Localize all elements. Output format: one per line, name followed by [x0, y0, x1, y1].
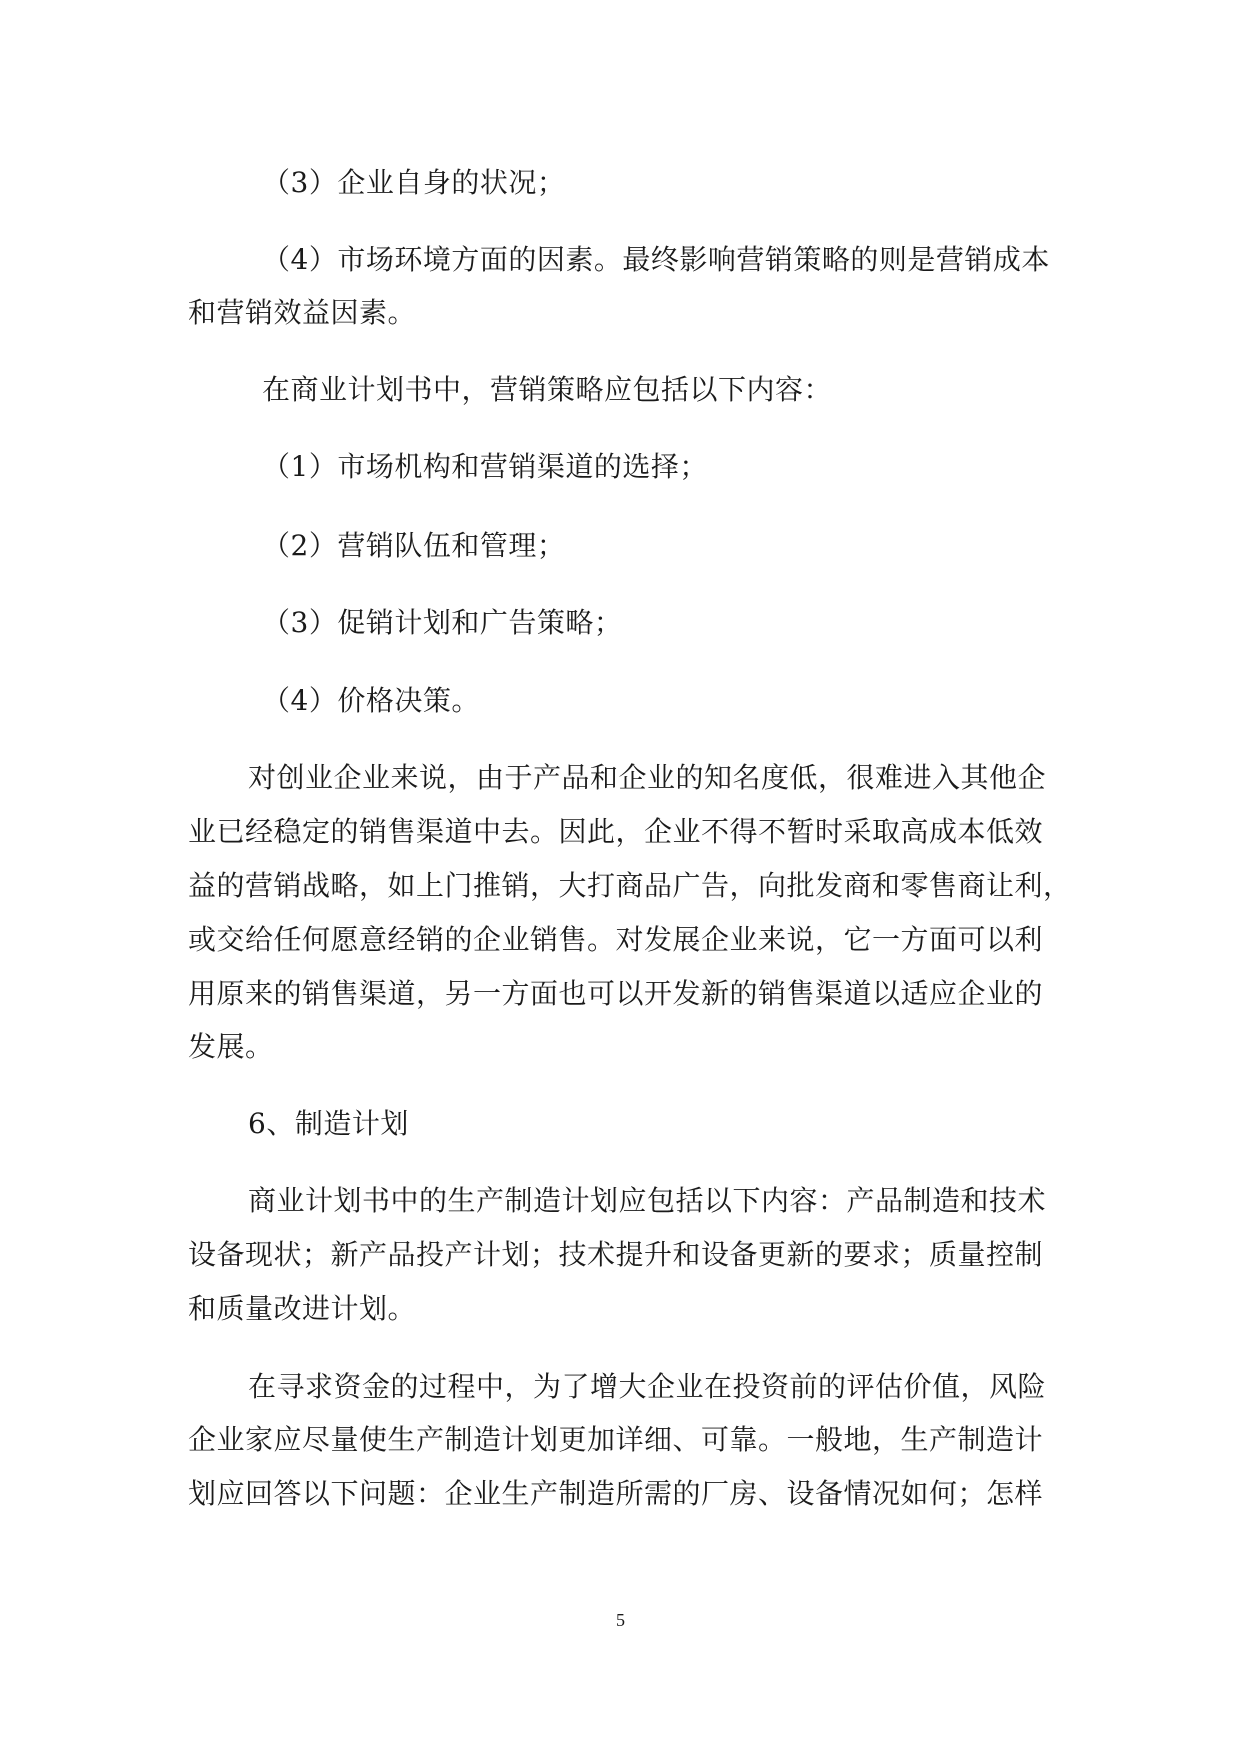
- paragraph-line: 商业计划书中的生产制造计划应包括以下内容：产品制造和技术: [248, 1184, 1047, 1217]
- paragraph-line: 在寻求资金的过程中，为了增大企业在投资前的评估价值，风险: [248, 1370, 1047, 1403]
- paragraph-line: 发展。: [188, 1030, 274, 1063]
- paragraph-intro-line: 在商业计划书中，营销策略应包括以下内容：: [262, 373, 833, 406]
- list-item-3-self-status: （3）企业自身的状况；: [262, 166, 566, 199]
- paragraph-line: 企业家应尽量使生产制造计划更加详细、可靠。一般地，生产制造计: [188, 1423, 1044, 1456]
- text-line-continuation: 和营销效益因素。: [188, 296, 417, 329]
- paragraph-line: 益的营销战略，如上门推销，大打商品广告，向批发商和零售商让利，: [188, 869, 1072, 902]
- paragraph-line: 和质量改进计划。: [188, 1292, 417, 1325]
- section-heading: 6、制造计划: [248, 1107, 409, 1140]
- paragraph-line: 业已经稳定的销售渠道中去。因此，企业不得不暂时采取高成本低效: [188, 815, 1044, 848]
- list-item-4-market-environment: （4）市场环境方面的因素。最终影响营销策略的则是营销成本: [262, 243, 1050, 276]
- paragraph-line: 划应回答以下问题：企业生产制造所需的厂房、设备情况如何；怎样: [188, 1477, 1044, 1510]
- list-item-3-promotion: （3）促销计划和广告策略；: [262, 606, 623, 639]
- list-item-4-pricing: （4）价格决策。: [262, 684, 480, 717]
- page-number: 5: [616, 1610, 625, 1630]
- paragraph-line: 对创业企业来说，由于产品和企业的知名度低，很难进入其他企: [248, 761, 1047, 794]
- list-item-1-channels: （1）市场机构和营销渠道的选择；: [262, 450, 708, 483]
- paragraph-line: 设备现状；新产品投产计划；技术提升和设备更新的要求；质量控制: [188, 1238, 1044, 1271]
- paragraph-line: 或交给任何愿意经销的企业销售。对发展企业来说，它一方面可以利: [188, 923, 1044, 956]
- paragraph-line: 用原来的销售渠道，另一方面也可以开发新的销售渠道以适应企业的: [188, 977, 1044, 1010]
- list-item-2-team: （2）营销队伍和管理；: [262, 529, 566, 562]
